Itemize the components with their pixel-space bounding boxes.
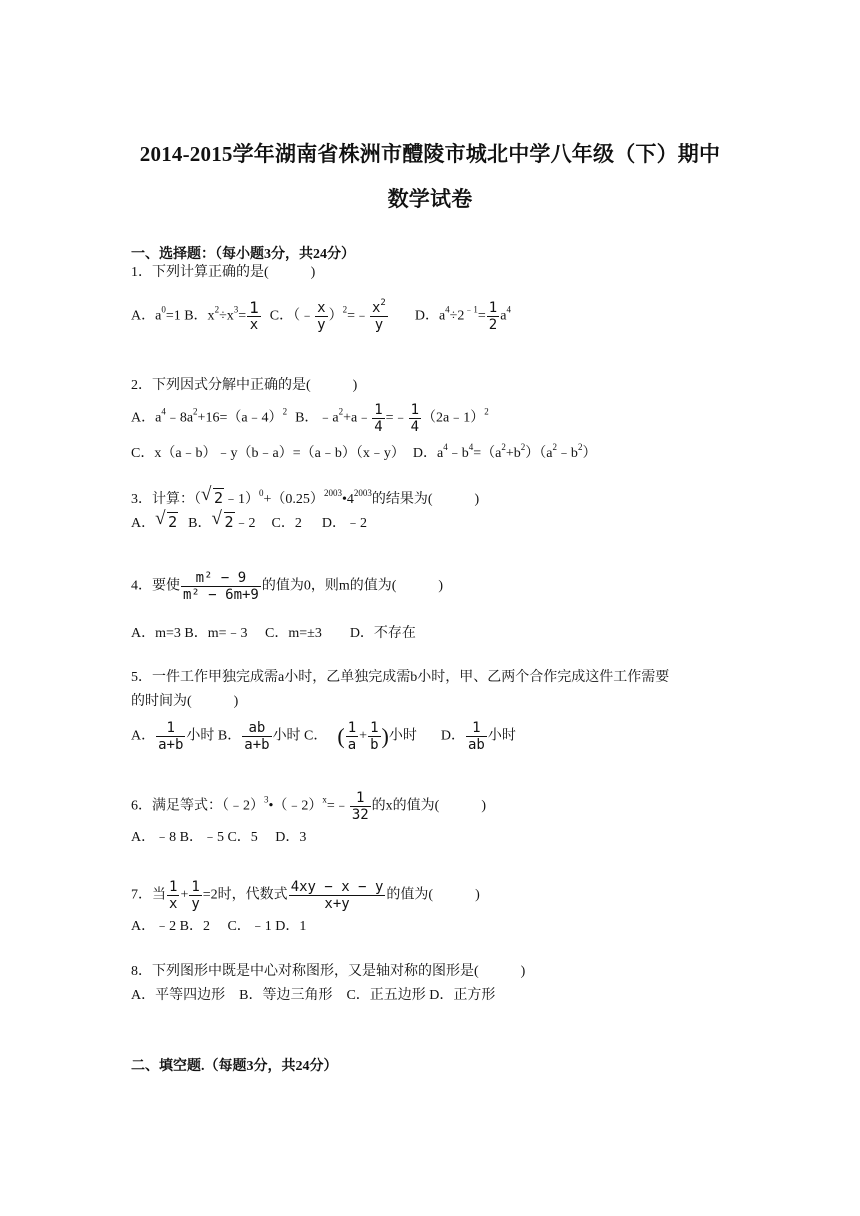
- fraction: $\frac{1}{a+b}$: [158, 720, 184, 753]
- fraction: $\frac{1}{4}$: [410, 402, 420, 435]
- fraction: $\frac{1}{ab}$: [467, 720, 485, 753]
- question-5-stem-line2: 的时间为( ): [131, 694, 239, 709]
- question-2-stem: 2．下列因式分解中正确的是( ): [131, 378, 358, 393]
- exam-title-line1: 2014-2015学年湖南省株洲市醴陵市城北中学八年级（下）期中: [139, 142, 721, 166]
- sqrt-symbol: √ 2: [202, 489, 224, 509]
- fraction: $\frac{x}{y}$: [317, 300, 326, 333]
- question-1-options: A．$a^0=1$ B．$x^2\div x^3=$ $\frac{1}{x}$ C．（﹣ $\frac{x}{y}$ ）$^2$=﹣ $\frac{x^2}{y}$ D．$a^4\div 2^{﹣1}=$ $\frac{1}{2}$ $a^4$: [131, 298, 511, 333]
- fraction: $\frac{1}{x}$: [169, 879, 178, 912]
- question-6-stem: 6．满足等式：（﹣2）$^3$•（﹣2）$^x$=﹣ $\frac{1}{32}$ 的x的值为( ): [131, 790, 486, 823]
- question-5-stem-line1: 5．一件工作甲独完成需a小时，乙单独完成需b小时，甲、乙两个合作完成这件工作需要: [131, 670, 670, 685]
- question-1-stem: 1．下列计算正确的是( ): [131, 265, 316, 280]
- fraction: $\frac{1}{y}$: [191, 879, 200, 912]
- sqrt-symbol: √ 2: [156, 513, 178, 533]
- fraction: $\frac{4xy - x - y}{x+y}$: [290, 879, 384, 912]
- section-heading-fill: 二、填空题.（每题3分，共24分）: [131, 1059, 338, 1074]
- sqrt-symbol: √ 2: [213, 513, 235, 533]
- fraction: $\frac{1}{a}$: [347, 720, 357, 753]
- question-2-options-cd: C．x（a﹣b）﹣y（b﹣a）=（a﹣b）（x﹣y） D．$a^4﹣b^4=(a^2+b^2)(a^2﹣b^2)$: [131, 442, 597, 461]
- fraction: $\frac{1}{b}$: [370, 720, 379, 753]
- question-8-stem: 8．下列图形中既是中心对称图形，又是轴对称的图形是( ): [131, 964, 526, 979]
- question-8-options: A．平等四边形 B．等边三角形 C．正五边形 D．正方形: [131, 988, 496, 1003]
- question-3-stem: 3．计算：（√ $2﹣1)^0+(0.25)^{2003}•4^{2003}$的结果为( ): [131, 489, 479, 509]
- exam-title-line2: 数学试卷: [387, 187, 473, 211]
- question-4-stem: 4．要使 $\frac{\text{m² − 9}}{\text{m² − 6m+9}}$ 的值为0，则m的值为( ): [131, 570, 444, 603]
- fraction: $\frac{\text{m² − 9}}{\text{m² − 6m+9}}$: [183, 570, 259, 603]
- question-2-options-ab: A．$a^4﹣8a^2+16=(a﹣4)^2$ B．$﹣a^2+a﹣$ $\frac{1}{4}$ =﹣ $\frac{1}{4}$ （2a﹣1）$^2$: [131, 402, 489, 435]
- question-4-options: A．m=3 B．m=﹣3 C．m=±3 D．不存在: [131, 626, 416, 641]
- fraction: $\frac{ab}{a+b}$: [244, 720, 270, 753]
- fraction: $\frac{1}{2}$: [488, 300, 498, 333]
- fraction: $\frac{1}{32}$: [351, 790, 369, 823]
- question-6-options: A．﹣8 B．﹣5 C．5 D．3: [131, 830, 307, 845]
- section-heading-choice: 一、选择题：（每小题3分，共24分）: [131, 247, 355, 262]
- fraction: $\frac{1}{x}$: [249, 298, 259, 333]
- fraction: $\frac{1}{4}$: [374, 402, 383, 435]
- question-7-stem: 7．当 $\frac{1}{x}$ + $\frac{1}{y}$ =2时，代数式 $\frac{4xy - x - y}{x+y}$ 的值为( ): [131, 879, 480, 912]
- question-7-options: A．﹣2 B．2 C．﹣1 D．1: [131, 919, 307, 934]
- question-5-options: A． $\frac{1}{a+b}$ 小时 B． $\frac{ab}{a+b}$ 小时 C． ( $\frac{1}{a}$ + $\frac{1}{b}$ )小时 D． $\frac{1}{ab}$ 小时: [131, 720, 516, 753]
- question-3-options: A．√ 2 B．√ 2﹣2 C．2 D．﹣2: [131, 513, 367, 533]
- fraction: $\frac{x^2}{y}$: [371, 298, 386, 333]
